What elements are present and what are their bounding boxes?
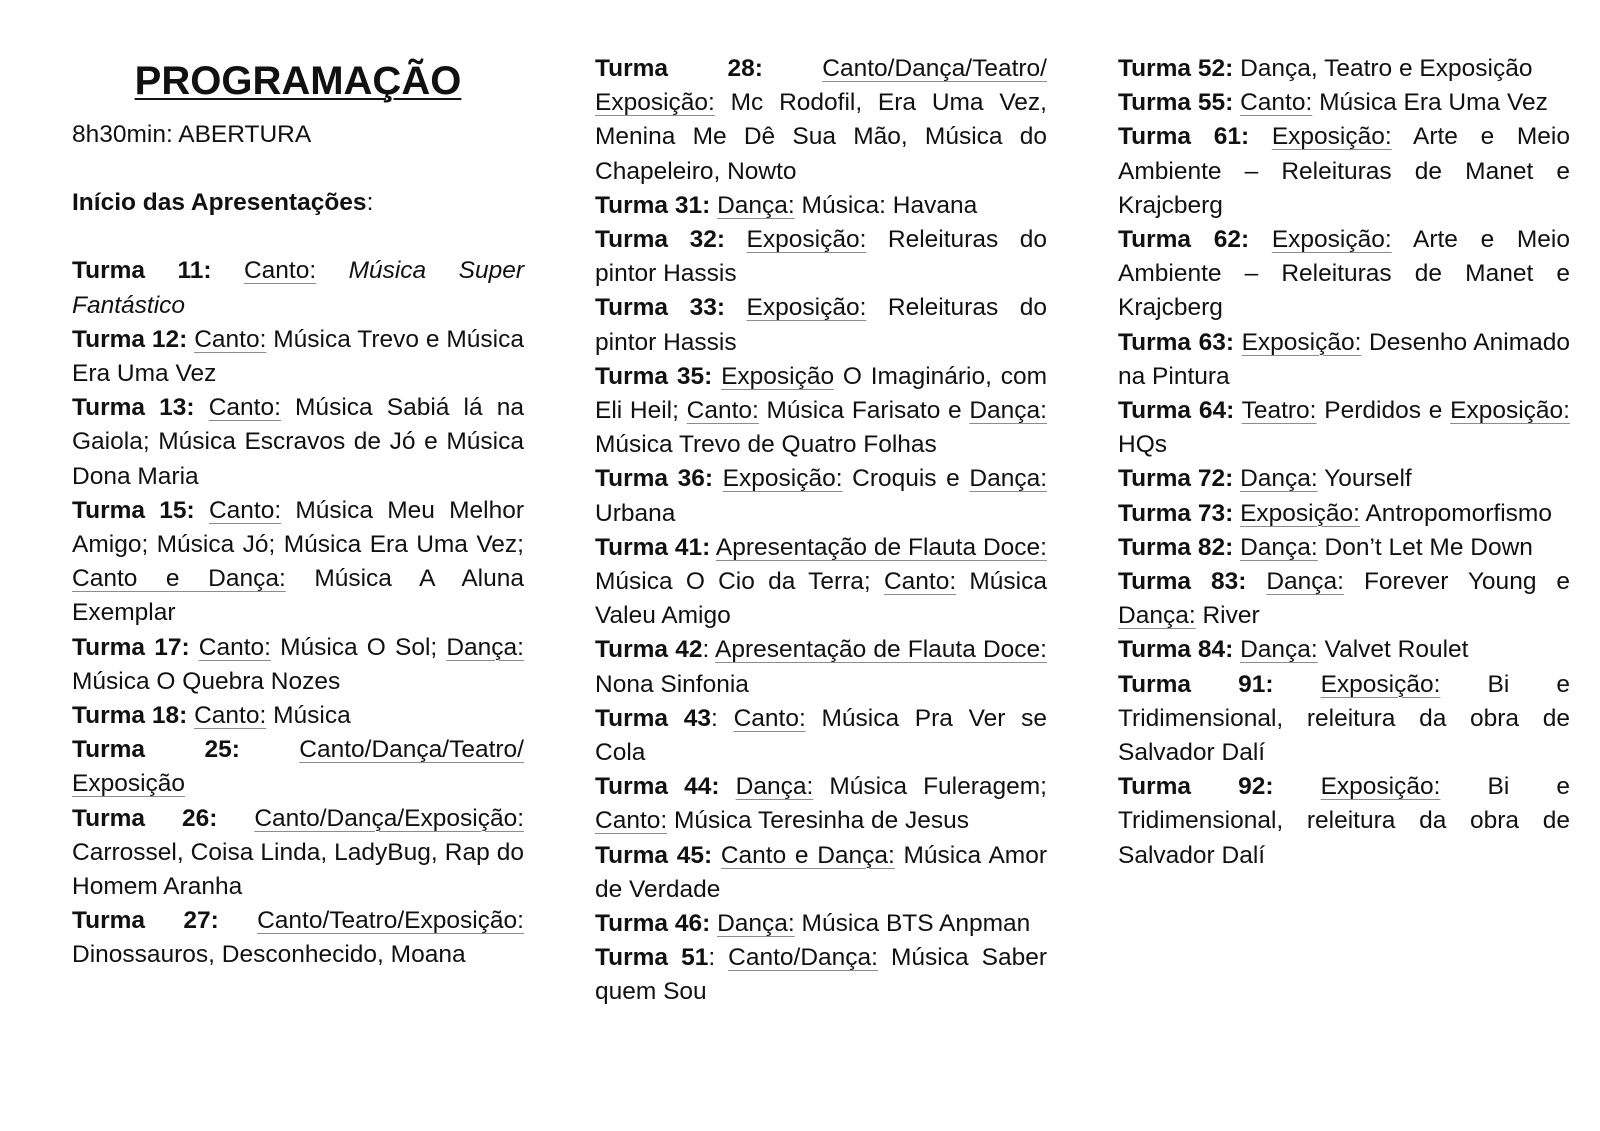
activity-detail <box>712 363 721 390</box>
program-entry <box>595 462 1047 530</box>
activity-detail <box>1274 773 1321 800</box>
activity-detail <box>212 257 244 284</box>
activity-detail: Música O Cio da Terra; <box>595 568 884 596</box>
activity-detail: Arte e Meio Ambiente – Releituras de Manet e Krajcberg <box>1118 226 1570 322</box>
program-entry <box>595 189 1047 223</box>
program-entry <box>72 391 524 494</box>
page-title: PROGRAMAÇÃO <box>134 59 462 103</box>
program-entry <box>595 770 1047 838</box>
program-entry <box>1118 52 1570 86</box>
activity-detail: Don’t Let Me Down <box>1317 533 1533 561</box>
activity-detail <box>1234 397 1241 424</box>
program-entry <box>72 904 524 972</box>
turma-label: Turma 62: <box>1118 226 1250 254</box>
activity-category: Canto: <box>1240 89 1313 117</box>
activity-detail <box>1234 329 1242 356</box>
turma-label: Turma 83: <box>1118 568 1247 596</box>
activity-detail <box>1274 671 1321 698</box>
turma-label: Turma 42 <box>595 636 703 664</box>
turma-label: Turma 11: <box>72 257 212 285</box>
activity-detail <box>219 907 257 934</box>
turma-label: Turma 25: <box>72 736 240 764</box>
activity-detail: Música Pra Ver se Cola <box>595 704 1047 767</box>
program-entry <box>1118 86 1570 120</box>
activity-detail: Urbana <box>595 499 676 527</box>
activity-detail <box>720 773 736 800</box>
activity-category: Canto: <box>194 702 267 730</box>
program-entry <box>1118 633 1570 667</box>
activity-category: Exposição: <box>1271 123 1392 151</box>
activity-category: Canto/Teatro/Exposição: <box>257 907 524 935</box>
activity-category: Exposição: <box>1240 499 1360 527</box>
turma-label: Turma 26: <box>72 804 218 832</box>
turma-label: Turma 51 <box>595 944 709 972</box>
activity-detail: Dança, Teatro e Exposição <box>1233 55 1533 82</box>
program-entry <box>595 633 1047 701</box>
activity-category: Canto e Dança: <box>720 841 895 869</box>
program-entry <box>72 699 524 733</box>
activity-detail: River <box>1195 602 1260 630</box>
program-entry <box>72 323 524 391</box>
activity-category: Dança: <box>969 397 1047 425</box>
turma-label: Turma 52: <box>1118 55 1234 82</box>
activity-category: Canto/Dança/Teatro/ Exposição <box>72 736 524 798</box>
turma-label: Turma 55: <box>1118 89 1234 117</box>
program-entry <box>1118 326 1570 394</box>
activity-category: Exposição: <box>746 294 867 322</box>
program-entry <box>1118 565 1570 633</box>
turma-label: Turma 82: <box>1118 533 1234 561</box>
program-entry <box>72 494 524 631</box>
activity-category: Exposição <box>721 362 835 390</box>
activity-category: Canto/Dança: <box>728 944 878 972</box>
activity-detail <box>195 394 209 421</box>
activity-category: Canto: <box>208 496 282 524</box>
activity-category: Exposição: <box>1320 670 1441 698</box>
activity-category: Dança: <box>1240 533 1318 561</box>
activity-detail: Música A Aluna Exemplar <box>72 565 524 627</box>
program-entry <box>595 223 1047 291</box>
turma-label: Turma 41: <box>595 533 711 561</box>
activity-detail: Música Farisato e <box>758 397 970 425</box>
turma-label: Turma 17: <box>72 633 190 661</box>
activity-category: Canto: <box>883 568 957 596</box>
activity-category: Canto/Dança/Teatro/ Exposição: <box>595 55 1047 117</box>
activity-detail: Desenho Animado na Pintura <box>1118 328 1570 390</box>
activity-detail: Música Valeu Amigo <box>595 568 1047 630</box>
activity-detail <box>725 294 747 321</box>
activity-category: Canto e Dança: <box>72 565 286 593</box>
activity-category: Exposição: <box>1271 226 1392 254</box>
activity-category: Dança: <box>969 465 1048 493</box>
program-entry <box>1118 668 1570 771</box>
turma-label: Turma 44: <box>595 773 720 801</box>
activity-detail: Música Super Fantástico <box>72 257 524 319</box>
program-entry <box>1118 394 1570 462</box>
activity-detail: Antropomorfismo <box>1359 499 1552 527</box>
entries-column-2 <box>595 52 1047 1010</box>
activity-detail: Música: Havana <box>794 191 978 219</box>
turma-label: Turma 43 <box>595 704 712 732</box>
turma-label: Turma 91: <box>1118 670 1274 698</box>
activity-detail: Música Era Uma Vez <box>1312 89 1548 117</box>
turma-label: Turma 45: <box>595 841 713 869</box>
entries-column-3 <box>1118 52 1570 873</box>
turma-label: Turma 31: <box>595 191 711 219</box>
activity-detail: Música Saber quem Sou <box>595 944 1047 1006</box>
activity-category: Canto: <box>686 397 759 425</box>
activity-category: Dança: <box>717 910 795 938</box>
program-entry <box>72 733 524 801</box>
activity-detail <box>240 736 299 763</box>
activity-category: Dança: <box>1266 568 1344 596</box>
activity-detail: Valvet Roulet <box>1317 636 1469 664</box>
activity-detail: Música Teresinha de Jesus <box>667 807 970 835</box>
turma-label: Turma 27: <box>72 907 219 935</box>
turma-label: Turma 12: <box>72 325 188 353</box>
program-entry <box>595 702 1047 770</box>
program-entry <box>1118 770 1570 873</box>
program-entry <box>595 531 1047 634</box>
turma-label: Turma 46: <box>595 910 711 938</box>
activity-detail: : <box>711 704 734 732</box>
program-entry <box>595 941 1047 1009</box>
activity-category: Dança: <box>1240 636 1318 664</box>
turma-label: Turma 64: <box>1118 397 1235 425</box>
activity-detail: : <box>702 636 716 664</box>
activity-detail: Música Amor de Verdade <box>595 841 1047 903</box>
activity-detail <box>1249 123 1272 150</box>
turma-label: Turma 84: <box>1118 636 1234 664</box>
activity-detail: Música Meu Melhor Amigo; Música Jó; Música Era Uma Vez; <box>72 496 524 559</box>
activity-category: Exposição: <box>1320 773 1441 801</box>
activity-category: Exposição: <box>722 465 843 493</box>
activity-detail: Música O Sol; <box>270 633 447 661</box>
program-entry <box>1118 120 1570 223</box>
activity-category: Apresentação de Flauta Doce: <box>715 533 1047 561</box>
activity-detail <box>763 55 822 82</box>
activity-detail: Arte e Meio Ambiente – Releituras de Manet e Krajcberg <box>1118 123 1570 219</box>
activity-detail: Bi e Tridimensional, releitura da obra de Salvador Dalí <box>1118 670 1570 767</box>
activity-category: Canto: <box>194 325 267 353</box>
activity-category: Dança: <box>717 191 795 219</box>
activity-category: Dança: <box>735 773 814 801</box>
column-2 <box>595 52 1047 1010</box>
activity-detail: Nona Sinfonia <box>595 670 749 698</box>
program-entry <box>1118 462 1570 496</box>
program-entry <box>595 907 1047 941</box>
turma-label: Turma 15: <box>72 496 195 524</box>
activity-detail: Croquis e <box>842 465 970 493</box>
activity-detail: Música Trevo de Quatro Folhas <box>595 431 937 459</box>
activity-detail: Mc Rodofil, Era Uma Vez, Menina Me Dê Sua Mão, Música do Chapeleiro, Nowto <box>595 89 1047 185</box>
activity-detail: Forever Young e <box>1344 568 1571 596</box>
turma-label: Turma 33: <box>595 294 725 322</box>
activity-detail: Música BTS Anpman <box>794 910 1031 938</box>
activity-category: Exposição: <box>1450 397 1570 425</box>
activity-detail <box>713 465 723 492</box>
activity-detail: Bi e Tridimensional, releitura da obra de Salvador Dalí <box>1118 773 1570 869</box>
activity-category: Canto: <box>595 807 668 835</box>
activity-detail: : <box>708 944 729 972</box>
activity-category: Dança: <box>446 633 524 661</box>
program-entry <box>72 631 524 699</box>
program-entry <box>1118 223 1570 326</box>
activity-detail <box>1249 226 1272 253</box>
program-entry <box>1118 497 1570 531</box>
activity-detail: Música O Quebra Nozes <box>72 667 341 695</box>
activity-category: Canto: <box>208 394 281 422</box>
program-entry <box>1118 531 1570 565</box>
activity-category: Canto: <box>243 257 317 285</box>
turma-label: Turma 13: <box>72 394 195 422</box>
activity-category: Exposição: <box>1241 328 1362 356</box>
program-entry <box>595 839 1047 907</box>
turma-label: Turma 28: <box>595 55 763 82</box>
activity-detail: Música <box>266 702 351 730</box>
program-entry <box>72 802 524 905</box>
turma-label: Turma 61: <box>1118 123 1250 151</box>
activity-detail: Yourself <box>1317 465 1412 493</box>
activity-detail: Carrossel, Coisa Linda, LadyBug, Rap do Homem Aranha <box>72 838 524 901</box>
activity-detail <box>712 842 721 869</box>
activity-detail: Música Trevo e Música Era Uma Vez <box>72 325 524 388</box>
turma-label: Turma 35: <box>595 362 713 390</box>
activity-detail <box>217 805 254 832</box>
activity-detail: Releituras do pintor Hassis <box>595 294 1047 356</box>
activity-detail <box>316 257 348 284</box>
activity-category: Canto: <box>198 633 271 661</box>
activity-detail: Releituras do pintor Hassis <box>595 226 1047 288</box>
program-entry <box>595 291 1047 359</box>
turma-label: Turma 72: <box>1118 465 1234 493</box>
turma-label: Turma 73: <box>1118 499 1234 527</box>
activity-category: Dança: <box>1240 465 1318 493</box>
turma-label: Turma 63: <box>1118 328 1235 356</box>
activity-category: Teatro: <box>1241 397 1317 425</box>
activity-category: Dança: <box>1118 602 1196 630</box>
activity-detail <box>1246 568 1266 595</box>
turma-label: Turma 36: <box>595 465 714 493</box>
activity-detail: HQs <box>1118 431 1167 459</box>
program-entry <box>72 254 524 322</box>
activity-category: Exposição: <box>746 226 867 254</box>
column-1 <box>72 52 524 973</box>
activity-category: Canto/Dança/Exposição: <box>254 804 524 832</box>
activity-detail <box>190 634 199 661</box>
activity-detail: Perdidos e <box>1316 397 1451 425</box>
turma-label: Turma 18: <box>72 702 188 730</box>
presentations-heading: Início das Apresentações: <box>72 189 374 217</box>
activity-detail <box>725 226 747 253</box>
turma-label: Turma 32: <box>595 226 725 254</box>
activity-category: Apresentação de Flauta Doce: <box>715 636 1047 664</box>
activity-detail: O Imaginário, com Eli Heil; <box>595 362 1048 425</box>
column-3 <box>1118 52 1570 873</box>
activity-detail: Música Sabiá lá na Gaiola; Música Escravos de Jó e Música Dona Maria <box>72 394 524 490</box>
activity-detail: Música Fuleragem; <box>813 773 1047 801</box>
program-entry <box>595 52 1047 189</box>
activity-category: Canto: <box>733 704 806 732</box>
activity-detail <box>195 497 209 524</box>
entries-column-1 <box>72 254 524 972</box>
program-entry <box>595 360 1047 463</box>
opening-time: 8h30min: ABERTURA <box>72 121 312 148</box>
turma-label: Turma 92: <box>1118 773 1274 801</box>
activity-detail: Dinossauros, Desconhecido, Moana <box>72 941 466 969</box>
